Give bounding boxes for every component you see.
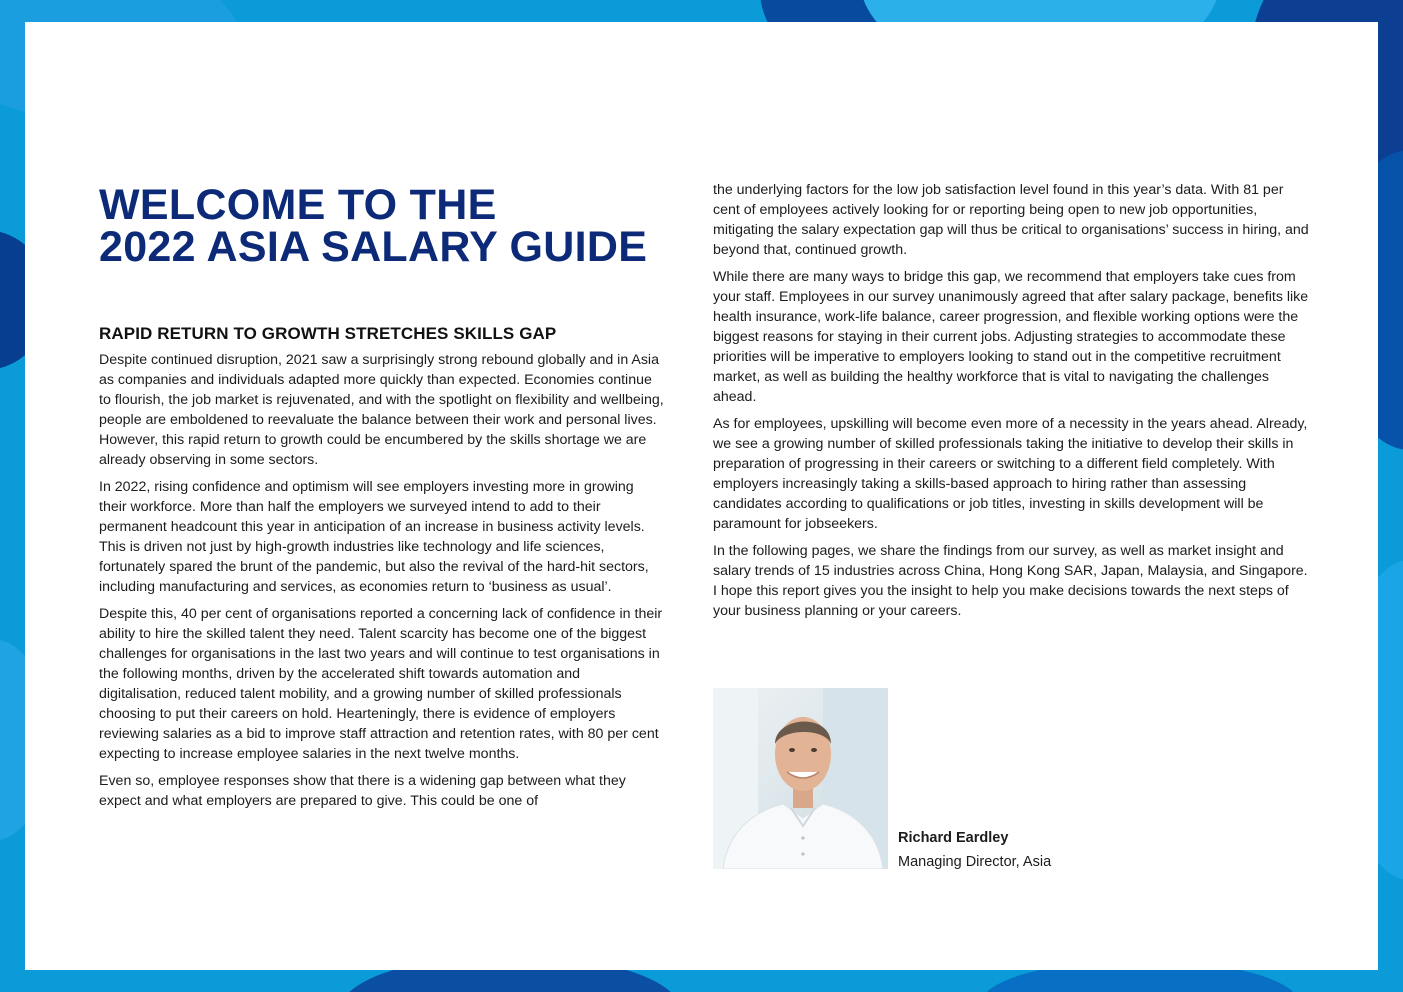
signatory-role: Managing Director, Asia bbox=[898, 854, 1052, 870]
left-column bbox=[99, 322, 664, 818]
paragraph: Despite continued disruption, 2021 saw a surprisingly strong rebound globally and in Asia as companies and individuals adapted more quickly than expected. Economies continue to flourish, the job market is rejuvenated, and with the spotlight on flexibility and wellbeing, people are emboldened to reevaluate the balance between their work and personal lives. However, this rapid return to growth could be encumbered by the skills shortage we are already observing in some sectors. bbox=[99, 352, 664, 468]
title-line-1: WELCOME TO THE bbox=[99, 181, 497, 229]
paragraph: As for employees, upskilling will become even more of a necessity in the years ahead. Already, we see a growing number of skilled professionals taking the initiative to develop their skills in preparation of progressing in their careers or switching to a different field completely. With employers increasingly taking a skills-based approach to hiring rather than assessing candidates according to qualifications or job titles, investing in skills development will be paramount for jobseekers. bbox=[713, 416, 1308, 532]
right-column bbox=[713, 180, 1313, 628]
section-heading: RAPID RETURN TO GROWTH STRETCHES SKILLS GAP bbox=[99, 324, 557, 343]
paragraph: Despite this, 40 per cent of organisations reported a concerning lack of confidence in their ability to hire the skilled talent they need. Talent scarcity has become one of the biggest challenges for organisations in the last two years and will continue to test organisations in the following months, driven by the accelerated shift towards automation and digitalisation, reduced talent mobility, and a growing number of skilled professionals choosing to put their careers on hold. Hearteningly, there is evidence of employers reviewing salaries as a bid to improve staff attraction and retention rates, with 80 per cent expecting to increase employee salaries in the next twelve months. bbox=[99, 606, 663, 762]
signatory-name: Richard Eardley bbox=[898, 830, 1009, 846]
paragraph: the underlying factors for the low job satisfaction level found in this year’s data. With 81 per cent of employees actively looking for or reporting being open to new job opportunities, mitigating the salary expectation gap will thus be critical to organisations’ success in hiring, and beyond that, continued growth. bbox=[713, 182, 1309, 258]
paragraph: In the following pages, we share the findings from our survey, as well as market insight and salary trends of 15 industries across China, Hong Kong SAR, Japan, Malaysia, and Singapore. I hope this report gives you the insight to help you make decisions towards the next steps of your business planning or your careers. bbox=[713, 543, 1308, 619]
portrait-illustration bbox=[713, 688, 888, 869]
paragraph: Even so, employee responses show that there is a widening gap between what they expect and what employers are prepared to give. This could be one of bbox=[99, 773, 626, 809]
paragraph: In 2022, rising confidence and optimism will see employers investing more in growing their workforce. More than half the employers we surveyed intend to add to their permanent headcount this year in anticipation of an increase in business activity levels. This is driven not just by high-growth industries like technology and life sciences, fortunately spared the brunt of the pandemic, but also the revival of the hard-hit sectors, including manufacturing and services, as economies return to ‘business as usual’. bbox=[99, 479, 649, 595]
signature-block bbox=[898, 828, 1051, 872]
document-page bbox=[25, 22, 1378, 970]
title-line-2: 2022 ASIA SALARY GUIDE bbox=[99, 223, 648, 271]
paragraph: While there are many ways to bridge this gap, we recommend that employers take cues from your staff. Employees in our survey unanimously agreed that after salary package, benefits like health insurance, work-life balance, career progression, and flexible working options were the biggest reasons for staying in their current jobs. Adjusting strategies to accommodate these priorities will be imperative to employers looking to stand out in the competitive recruitment market, as well as building the healthy workforce that is vital to navigating the challenges ahead. bbox=[713, 269, 1309, 405]
page-title bbox=[99, 181, 648, 271]
portrait-photo bbox=[713, 688, 888, 869]
